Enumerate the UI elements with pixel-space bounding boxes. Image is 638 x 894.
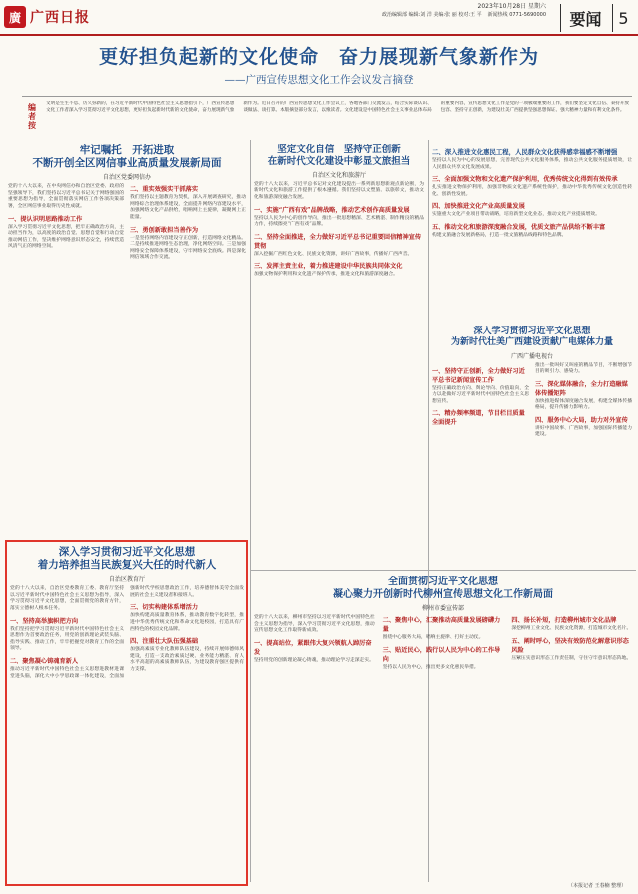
section-heading: 三、全面加强文物和文化遗产保护利用，优秀传统文化得到有效传承 (432, 176, 618, 184)
article-paragraph: 坚持用党的创新理论凝心铸魂，推动理论学习走深走实。 (254, 657, 374, 663)
page-headline: 更好担负起新的文化使命 奋力展现新气象新作为 (98, 46, 539, 68)
article-paragraph: 推出一批叫好又叫座的精品节目，不断增强节目的吸引力、感染力。 (535, 362, 632, 375)
issue-date: 2023年10月28日 星期六 (477, 3, 546, 10)
article-paragraph: 深入挖掘广西红色文化、民族文化资源，讲好广西故事，传播好广西声音。 (254, 251, 413, 257)
section-heading: 三、勇创新敢担当善作为 (130, 226, 199, 234)
article-paragraph: 坚持以人民为中心，推出更多文化惠民举措。 (382, 664, 479, 670)
article-paragraph: 加强高素质专业化教师队伍建设，持续开展师德师风建设，打造一支政治素质过硬、业务能力精湛、育人水平高超的高素质教师队伍，为建设教育强区提供有力支撑。 (130, 647, 244, 672)
section-heading: 二、精办频率频道，节目栏目质量全面提升 (432, 410, 525, 427)
article-paragraph: 党的十八大以来，自治区党委教育工委、教育厅坚持以习近平新时代中国特色社会主义思想为指导，深入学习贯彻习近平文化思想，全面贯彻党的教育方针，落实立德树人根本任务。 (10, 586, 124, 612)
section-heading: 二、坚持全面推进，全力做好习近平总书记重要回信精神宣传贯彻 (254, 233, 422, 250)
article-title: 坚定文化自信 坚持守正创新 在新时代文化建设中彰显文旅担当 (267, 144, 411, 167)
article-byline: 柳州市委宣传部 (421, 605, 464, 612)
section-heading: 二、聚焦中心，汇聚推动高质量发展磅礴力量 (382, 617, 501, 633)
article-paragraph: 压紧压实意识形态工作责任制，守住守牢意识形态阵地。 (511, 655, 632, 661)
section-heading: 三、切实构建体系增活力 (130, 604, 199, 612)
article-title: 深入学习贯彻习近平文化思想 为新时代壮美广西建设贡献广电媒体力量 (450, 326, 613, 348)
section-heading: 三、贴近民心，践行以人民为中心的工作导向 (382, 646, 501, 663)
article-liuzhou[interactable] (254, 576, 632, 878)
section-divider (250, 570, 636, 571)
logo-mark-icon: 廣 (4, 6, 26, 28)
article-byline: 自治区文化和旅游厅 (311, 171, 366, 179)
section-heading: 一、坚持高举旗帜把方向 (10, 617, 79, 625)
article-culture-continued[interactable] (432, 144, 632, 316)
article-paragraph: 我们坚持以主题教育为契机，深入开展调查研究，推动网络综合治理体系建设，全面提升网络内容建设水平，加强网络文化产品供给，唱响网上主旋律，凝聚网上正能量。 (130, 195, 246, 221)
article-title: 牢记嘱托 开拓进取 不断开创全区网信事业高质量发展新局面 (32, 144, 222, 170)
article-paragraph: 坚持以人民为中心的发展思想，完善现代公共文化服务体系，推动公共文化服务提质增效，让人民群众共享文化发展成果。 (432, 158, 632, 170)
article-paragraph: 党的十八大以来，柳州市坚持以习近平新时代中国特色社会主义思想为指导，深入学习贯彻习近平文化思想，推动宣传思想文化工作取得新成效。 (254, 615, 375, 634)
article-paragraph: 扎实推进文物保护利用，加强非物质文化遗产系统性保护，推动中华优秀传统文化创造性转化、创新性发展。 (432, 185, 632, 197)
section-name: 要闻 (560, 4, 610, 32)
section-heading: 二、深入推进文化惠民工程，人民群众文化获得感幸福感不断增强 (432, 148, 618, 156)
masthead (0, 0, 638, 36)
article-byline: 广西广播电视台 (510, 352, 553, 360)
editor-note-text: 文明是生生不息、历久弥新的，在习近平新时代中国特色社会主义思想指引下，广西宣传思想文化工作者深入学习贯彻习近平文化思想，更好担负起新时代新的文化使命，奋力展现新气象新作为。近日召开的广西宣传思想文化工作会议上，各地各部门交流发言，结合实际谈认识、谈做法、谈打算。本版摘登部分发言，以飨读者。文化建设是中国特色社会主义事业总体布局的重要内容，宣传思想文化工作是党的一项极端重要的工作，我们要坚定文化自信、秉持开放包容、坚持守正创新，为建设壮美广西提供坚强思想保证、强大精神力量和有利文化条件。 (46, 101, 630, 113)
article-paragraph: 实施重大文化产业项目带动战略，培育新型文化业态，推动文化产业提质增效。 (432, 212, 600, 218)
article-broadcasting[interactable] (432, 326, 632, 566)
section-heading: 二、聚焦凝心铸魂育新人 (10, 658, 79, 665)
article-paragraph: 围绕中心服务大局，唱响主旋律、打好主动仗。 (382, 635, 484, 640)
article-paragraph: 一是坚持网络内容建设守正创新，打造网络文化精品。二是持续推进网络生态治理，净化网络空间。三是加强网络安全保障体系建设，守牢网络安全底线。四是深化网信领域合作交流。 (130, 235, 246, 261)
section-heading: 四、注重壮大队伍强基础 (130, 638, 199, 646)
article-paragraph: 推动习近平新时代中国特色社会主义思想进教材进课堂进头脑，深化大中小学思政课一体化建设，全面加强新时代学校思想政治工作，培养德智体美劳全面发展的社会主义建设者和接班人。 (10, 586, 244, 679)
article-paragraph: 构建文旅融合发展新格局，打造一批文旅精品线路和特色品牌。 (432, 232, 567, 238)
section-heading: 四、服务中心大局，助力对外宣传 (535, 416, 628, 424)
masthead-info (300, 3, 546, 19)
column-divider (250, 140, 251, 882)
article-culture-tourism[interactable] (254, 144, 424, 566)
section-heading: 四、加快推进文化产业高质量发展 (432, 203, 525, 211)
article-byline: 自治区党委网信办 (102, 174, 151, 182)
section-heading: 一、提高站位，紧跟伟大复兴领航人踔厉奋发 (254, 639, 372, 656)
section-heading: 三、深化媒体融合，全力打造融媒体传播矩阵 (535, 380, 628, 397)
newspaper-logo[interactable] (4, 3, 114, 31)
article-paragraph: 加快构建高质量教育体系，推动教育数字化转型，推进中华优秀传统文化和革命文化进校园，打造具有广西特色的校园文化品牌。 (130, 613, 244, 632)
article-paragraph: 我们坚持把学习贯彻习近平新时代中国特色社会主义思想作为首要政治任务，用党的创新理论武装头脑、指导实践、推动工作，牢牢把握党对教育工作的全面领导。 (10, 626, 124, 652)
editor-credit: （本报记者 王春楠 整理） (568, 883, 627, 889)
section-heading: 一、提认识明思路推动工作 (8, 215, 83, 223)
section-heading: 二、重实效强实干抓落实 (130, 186, 199, 194)
article-byline: 自治区教育厅 (108, 576, 145, 584)
article-title: 全面贯彻习近平文化思想 凝心聚力开创新时代柳州宣传思想文化工作新局面 (333, 576, 553, 600)
section-heading: 五、推动文化和旅游深度融合发展，优质文旅产品供给不断丰富 (432, 223, 606, 231)
article-title: 深入学习贯彻习近平文化思想 着力培养担当民族复兴大任的时代新人 (37, 546, 217, 572)
article-paragraph: 深挖柳州工业文化、民族文化资源，打造城市文化名片。 (511, 626, 632, 631)
editor-note (22, 96, 632, 138)
section-heading: 五、阐时呼心，坚决有效防范化解意识形态风险 (511, 637, 629, 654)
page-number: 5 (612, 4, 634, 32)
article-cyberspace[interactable] (8, 144, 246, 536)
article-paragraph: 党的十八大以来，在中央网信办和自治区党委、政府的坚强领导下，我们坚持以习近平总书记关于网络强国的重要思想为指导，全面贯彻落实网信工作各项决策部署，全区网信事业取得历史性成就。 (8, 184, 124, 210)
article-paragraph: 党的十八大以来，习近平总书记对文化建设提出一系列新思想新观点新论断，为新时代文化和旅游工作提供了根本遵循。我们坚持以文塑旅、以旅彰文，推动文化和旅游深度融合发展。 (254, 181, 424, 200)
article-paragraph: 加快推进媒体深度融合发展，构建全媒体传播格局，提升传播力影响力。 (535, 398, 632, 411)
section-heading: 四、扬长补短，打造柳州城市文化品牌 (511, 617, 617, 624)
logo-text: 广西日报 (30, 10, 90, 26)
article-paragraph: 加强文物保护利用和文化遗产保护传承，推进文化和旅游深度融合。 (254, 272, 398, 278)
article-education[interactable] (10, 546, 244, 882)
article-paragraph: 讲好中国故事、广西故事，加强国际传播能力建设。 (535, 425, 632, 438)
article-paragraph: 坚持正确政治方向、舆论导向、价值取向，全力以赴做好习近平新时代中国特色社会主义思想宣传。 (432, 385, 529, 404)
editor-note-tag: 编者按 (28, 102, 36, 130)
page-subheadline: ——广西宣传思想文化工作会议发言摘登 (224, 74, 414, 86)
article-paragraph: 坚持以人民为中心的创作导向，推出一批思想精深、艺术精湛、制作精良的精品力作，持续擦亮“广西有戏”品牌。 (254, 215, 424, 228)
editor-line: 政治编辑部 编辑:刘 洋 美编:张 丽 校对:王 平 (382, 12, 482, 18)
news-hotline: 新闻热线 0771-5690000 (487, 12, 546, 18)
section-heading: 一、坚持守正创新，全力做好习近平总书记新闻宣传工作 (432, 367, 525, 384)
section-heading: 三、发挥主责主业，着力推进建设中华民族共同体文化 (254, 263, 403, 271)
section-heading: 一、实施“广西有戏”品牌战略，推动艺术创作高质量发展 (254, 206, 410, 214)
article-paragraph: 深入学习贯彻习近平文化思想，把牢正确政治方向，主动担当作为，以高度的政治自觉、思想自觉和行动自觉推动网信工作，坚决维护网络意识形态安全，持续营造风清气正的网络空间。 (8, 224, 124, 250)
